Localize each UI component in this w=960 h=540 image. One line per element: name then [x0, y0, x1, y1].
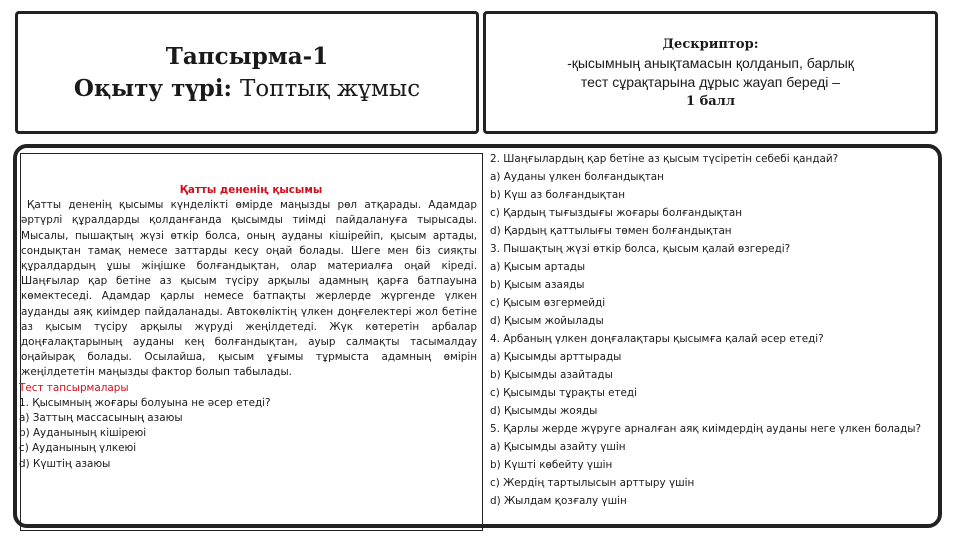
learning-type-label: Оқыту түрі — [73, 74, 224, 102]
descriptor-text-line2: тест сұрақтарына дұрыс жауап береді – — [580, 73, 841, 90]
descriptor-box — [483, 11, 938, 134]
tests-heading: Тест тапсырмалары — [19, 381, 129, 394]
option: b) Күш аз болғандықтан — [490, 189, 626, 201]
task-title: Тапсырма-1 — [165, 42, 329, 70]
question-text: 5. Қарлы жерде жүруге арналған аяқ киімдердің ауданы неге үлкен болады? — [490, 423, 922, 435]
reading-heading: Қатты дененің қысымы — [179, 184, 323, 196]
learning-type — [74, 73, 420, 105]
questions-panel — [490, 150, 960, 510]
question-4 — [490, 330, 960, 420]
question-text: 2. Шаңғылардың қар бетіне аз қысым түсіретін себебі қандай? — [490, 153, 839, 165]
option: c) Қардың тығыздығы жоғары болғандықтан — [490, 207, 743, 219]
question-5 — [490, 420, 960, 510]
option: d) Қысым жойылады — [490, 315, 604, 327]
learning-type-sep: : — [223, 74, 241, 102]
option: a) Қысымды арттырады — [490, 351, 622, 363]
learning-type-value: Топтық жұмыс — [240, 75, 421, 102]
question-1 — [19, 396, 481, 472]
option: c) Қысымды тұрақты етеді — [490, 387, 638, 399]
question-2 — [490, 150, 960, 240]
descriptor-score: 1 балл — [686, 93, 735, 109]
option: b) Қысымды азайтады — [490, 369, 613, 381]
option: d) Жылдам қозғалу үшін — [490, 495, 627, 507]
descriptor-text-line1: -қысымның анықтамасын қолданып, барлық — [567, 54, 854, 71]
question-text: 4. Арбаның үлкен доңғалақтары қысымға қалай әсер етеді? — [490, 333, 824, 345]
reading-panel — [21, 183, 481, 472]
option: a) Қысым артады — [490, 261, 586, 273]
option: c) Қысым өзгермейді — [490, 297, 606, 309]
question-text: 3. Пышақтың жүзі өткір болса, қысым қалай өзгереді? — [490, 243, 791, 255]
option: c) Жердің тартылысын арттыру үшін — [490, 477, 695, 489]
option: b) Күшті көбейту үшін — [490, 459, 613, 471]
question-text: 1. Қысымның жоғары болуына не әсер етеді? — [19, 396, 271, 409]
option: c) Ауданының үлкеюі — [19, 442, 137, 455]
task-title-box — [15, 11, 479, 134]
option: a) Заттың массасының азаюы — [19, 412, 183, 425]
question-3 — [490, 240, 960, 330]
option: d) Қардың қаттылығы төмен болғандықтан — [490, 225, 732, 237]
option: b) Қысым азаяды — [490, 279, 585, 291]
option: d) Күштің азаюы — [19, 457, 111, 470]
reading-paragraph: Қатты дененің қысымы күнделікті өмірде маңызды рөл атқарады. Адамдар әртүрлі құралдарды қолданғанда қысымды тиімді пайдалануға тырысады. Мысалы, пышақтың жүзі өткір болса, оның ауданы кішірейіп, қысым артады, сондықтан тамақ немесе заттарды кесу оңай болады. Шеге мен біз сияқты құралдардың ұшы жіңішке болғандықтан, олар материалға оңай кіреді. Шаңғылар қар бетіне аз қысым түсіру арқылы адамның қарға батпауына көмектеседі. Адамдар қарлы немесе батпақты жерлерде жүргенде үлкен ауданды аяқ киімдер пайдаланады. Автокөліктің үлкен доңғелектері жол бетіне аз қысым түсіру арқылы жүруді жеңілдетеді. Жүк көтеретін арбалар доңғалақтарының ауданы кең болғандықтан, ауыр салмақты тасымалдау оңайырақ болады. Осылайша, қысым ұғымы тұрмыста адамның өмірін жеңілдететін маңызды фактор болып табылады. — [21, 199, 477, 379]
descriptor-heading: Дескриптор: — [662, 36, 759, 52]
option: d) Қысымды жояды — [490, 405, 598, 417]
option: b) Ауданының кішіреюі — [19, 427, 147, 440]
option: a) Қысымды азайту үшін — [490, 441, 626, 453]
option: a) Ауданы үлкен болғандықтан — [490, 171, 664, 183]
